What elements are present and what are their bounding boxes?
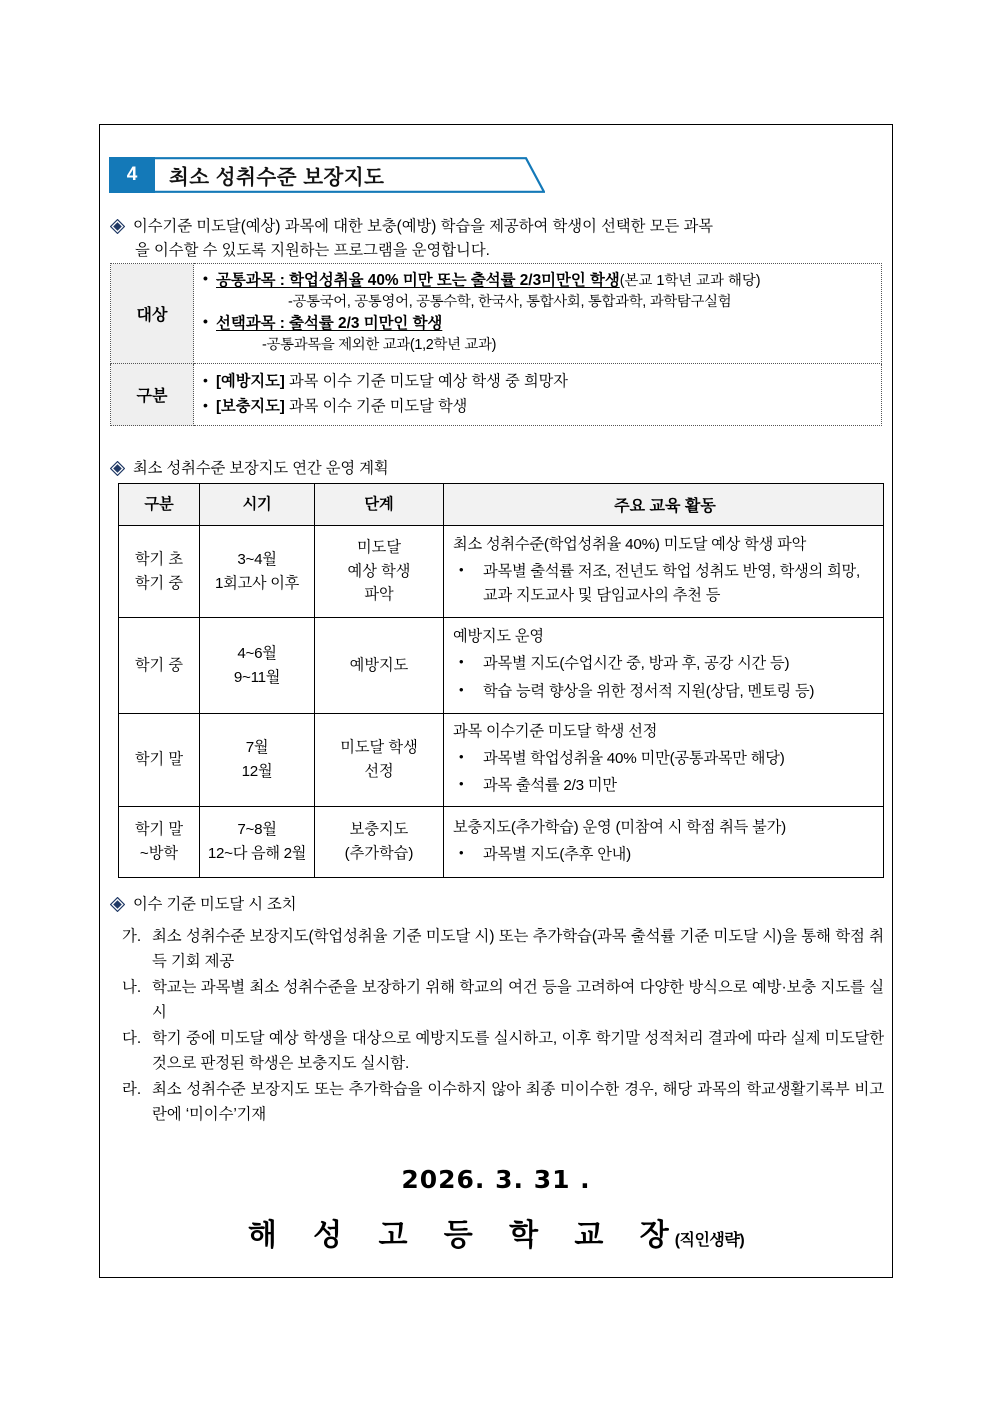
plan-cell-gubun: 학기 중 (119, 618, 200, 714)
document-date: 2026. 3. 31 . (401, 1165, 591, 1194)
plan-col-sigi: 시기 (200, 484, 315, 526)
diamond-bullet-icon (110, 897, 125, 912)
plan-cell-sigi: 7~8월 12~다 음해 2월 (200, 807, 315, 878)
table-row (119, 526, 884, 618)
measures-list (122, 925, 884, 1129)
plan-cell-dangye: 보충지도 (추가학습) (315, 807, 444, 878)
intro-paragraph (110, 215, 882, 262)
measures-heading-text: 이수 기준 미도달 시 조치 (133, 896, 297, 913)
table-row (119, 618, 884, 714)
list-item-marker: 나. (122, 978, 142, 996)
activity-item: • 학습 능력 향상을 위한 정서적 지원(상담, 멘토링 등) (453, 680, 877, 705)
plan-cell-gubun: 학기 초 학기 중 (119, 526, 200, 618)
target-bullet-common-note: (본교 1학년 교과 해당) (619, 273, 761, 289)
activity-heading: 과목 이수기준 미도달 학생 선정 (453, 723, 658, 740)
plan-cell-activity (444, 807, 884, 878)
list-item (122, 976, 884, 1026)
target-table (110, 263, 882, 426)
list-item-marker: 다. (122, 1029, 142, 1047)
category-label-supplement: [보충지도] (216, 397, 285, 415)
plan-cell-dangye: 미도달 예상 학생 파악 (315, 526, 444, 618)
target-bullet-elective-bold: 선택과목 : 출석률 2/3 미만인 학생 (216, 315, 443, 333)
target-bullet-elective (202, 313, 873, 335)
plan-table-header-row (119, 484, 884, 526)
list-item (122, 925, 884, 975)
activity-heading: 최소 성취수준(학업성취율 40%) 미도달 예상 학생 파악 (453, 535, 807, 553)
measures-heading (110, 893, 870, 916)
school-name: 해 성 고 등 학 교 장 (247, 1219, 683, 1252)
intro-line-1: 이수기준 미도달(예상) 과목에 대한 보충(예방) 학습을 제공하여 학생이 선택한 모든 과목 (133, 218, 714, 235)
list-item-text: 최소 성취수준 보장지도 또는 추가학습을 이수하지 않아 최종 미이수한 경우, 해당 과목의 학교생활기록부 비고란에 ‘미이수’기재 (152, 1080, 884, 1123)
category-text-prevention: 과목 이수 기준 미도달 예상 학생 중 희망자 (284, 372, 568, 390)
plan-cell-activity (444, 526, 884, 618)
table-row (111, 264, 882, 364)
activity-item: • 과목 출석률 2/3 미만 (453, 774, 877, 799)
plan-col-gubun: 구분 (119, 484, 200, 526)
category-text-supplement: 과목 이수 기준 미도달 학생 (284, 397, 468, 415)
list-item-marker: 라. (122, 1080, 142, 1098)
plan-cell-sigi: 3~4월 1회고사 이후 (200, 526, 315, 618)
document-signature (100, 1210, 892, 1254)
section-banner (109, 157, 545, 193)
category-row-content (194, 363, 882, 425)
list-item-text: 최소 성취수준 보장지도(학업성취율 기준 미도달 시) 또는 추가학습(과목 출석률 기준 미도달 시)을 통해 학점 취득 기회 제공 (152, 928, 884, 970)
plan-col-dangye: 단계 (315, 484, 444, 526)
plan-cell-sigi: 7월 12월 (200, 714, 315, 807)
activity-heading: 보충지도(추가학습) 운영 (미참여 시 학점 취득 불가) (453, 818, 786, 836)
plan-cell-gubun: 학기 말 (119, 714, 200, 807)
plan-table (118, 483, 884, 878)
category-bullet-prevention (202, 370, 873, 395)
activity-item: • 과목별 출석률 저조, 전년도 학업 성취도 반영, 학생의 희망, 교과 지도교사 및 담임교사의 추천 등 (453, 560, 877, 609)
list-item-text: 학기 중에 미도달 예상 학생을 대상으로 예방지도를 실시하고, 이후 학기말 성적처리 결과에 따라 실제 미도달한 것으로 판정된 학생은 보충지도 실시함. (152, 1029, 884, 1072)
plan-cell-sigi: 4~6월 9~11월 (200, 618, 315, 714)
diamond-bullet-icon (110, 219, 125, 234)
plan-cell-dangye: 예방지도 (315, 618, 444, 714)
section-number: 4 (109, 157, 155, 193)
plan-cell-dangye: 미도달 학생 선정 (315, 714, 444, 807)
target-subline-common: -공통국어, 공통영어, 공통수학, 한국사, 통합사회, 통합과학, 과학탐구실험 (288, 293, 732, 310)
list-item (122, 1078, 884, 1128)
list-item-marker: 가. (122, 928, 142, 945)
plan-heading-text: 최소 성취수준 보장지도 연간 운영 계획 (133, 460, 389, 477)
intro-line-2: 을 이수할 수 있도록 지원하는 프로그램을 운영합니다. (135, 241, 490, 259)
activity-item: • 과목별 학업성취율 40% 미만(공통과목만 해당) (453, 747, 877, 772)
activity-item: • 과목별 지도(수업시간 중, 방과 후, 공강 시간 등) (453, 652, 877, 677)
target-bullet-common-bold: 공통과목 : 학업성취율 40% 미만 또는 출석률 2/3미만인 학생 (216, 272, 620, 289)
list-item-text: 학교는 과목별 최소 성취수준을 보장하기 위해 학교의 여건 등을 고려하여 다양한 방식으로 예방·보충 지도를 실시 (152, 978, 884, 1021)
category-label-prevention: [예방지도] (216, 372, 285, 390)
activity-item: • 과목별 지도(추후 안내) (453, 843, 877, 868)
diamond-bullet-icon (110, 461, 125, 476)
table-row (119, 807, 884, 878)
plan-heading (110, 457, 870, 480)
plan-cell-activity (444, 618, 884, 714)
section-title: 최소 성취수준 보장지도 (169, 166, 385, 189)
target-subline-elective: -공통과목을 제외한 교과(1,2학년 교과) (262, 337, 497, 354)
list-item (122, 1027, 884, 1077)
document-page (99, 124, 893, 1278)
plan-cell-gubun: 학기 말 ~방학 (119, 807, 200, 878)
target-bullet-common (202, 270, 873, 292)
activity-heading: 예방지도 운영 (453, 628, 544, 646)
category-row-header: 구분 (111, 363, 194, 425)
plan-cell-activity (444, 714, 884, 807)
category-bullet-supplement (202, 395, 873, 420)
table-row (119, 714, 884, 807)
target-row-header: 대상 (111, 264, 194, 364)
plan-col-activity: 주요 교육 활동 (444, 484, 884, 526)
table-row (111, 363, 882, 425)
target-row-content (194, 264, 882, 364)
seal-note: (직인생략) (674, 1232, 745, 1249)
